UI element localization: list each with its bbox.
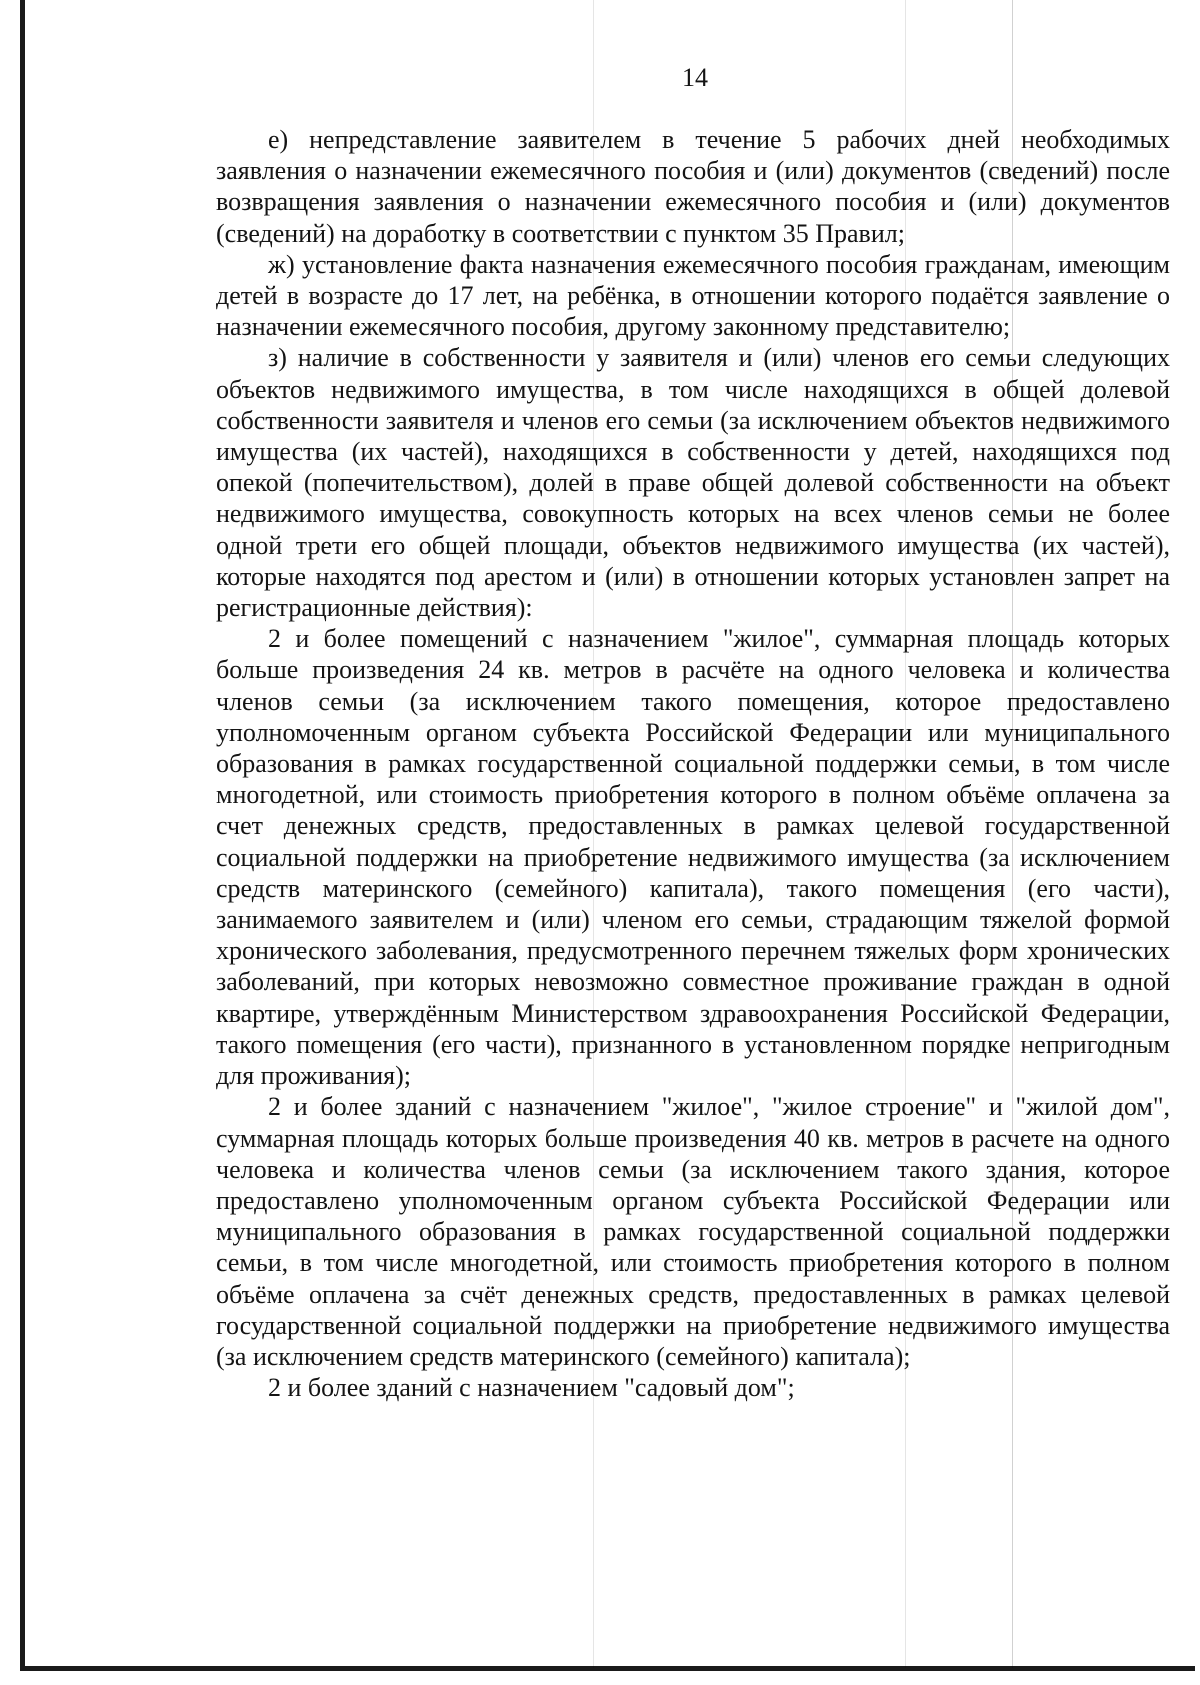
document-body (216, 124, 1170, 1403)
scan-border-left (20, 0, 25, 1670)
paragraph-garden-houses: 2 и более зданий с назначением "садовый дом"; (268, 1373, 795, 1403)
paragraph-e: е) непредставление заявителем в течение 5 рабочих дней необходимых заявления о назначении ежемесячного пособия и (или) документов (сведений) после возвращения заявления о назначении ежемесячного пособия и (или) документов (сведений) на доработку в соответствии с пунктом 35 Правил; (216, 125, 1170, 248)
scan-border-bottom (20, 1666, 1195, 1671)
paragraph-premises: 2 и более помещений с назначением "жилое", суммарная площадь которых больше произведения 24 кв. метров в расчёте на одного человека и количества членов семьи (за исключением такого помещения, которое предоставлено уполномоченным органом субъекта Российской Федерации или муниципального образования в рамках государственной социальной поддержки семьи, в том числе многодетной, или стоимость приобретения которого в полном объёме оплачена за счет денежных средств, предоставленных в рамках целевой государственной социальной поддержки на приобретение недвижимого имущества (за исключением средств материнского (семейного) капитала), такого помещения (его части), занимаемого заявителем и (или) членом его семьи, страдающим тяжелой формой хронического заболевания, предусмотренного перечнем тяжелых форм хронических заболеваний, при которых невозможно совместное проживание граждан в одной квартире, утверждённым Министерством здравоохранения Российской Федерации, такого помещения (его части), признанного в установленном порядке непригодным для проживания); (216, 624, 1170, 1091)
paragraph-z: з) наличие в собственности у заявителя и (или) членов его семьи следующих объектов недвижимого имущества, в том числе находящихся в общей долевой собственности заявителя и членов его семьи (за исключением объектов недвижимого имущества (их частей), находящихся в собственности у детей, находящихся под опекой (попечительством), долей в праве общей долевой собственности на объект недвижимого имущества, совокупность которых на всех членов семьи не более одной трети его общей площади, объектов недвижимого имущества (их частей), которые находятся под арестом и (или) в отношении которых установлен запрет на регистрационные действия): (216, 343, 1170, 623)
page-number: 14 (682, 63, 708, 92)
paragraph-buildings: 2 и более зданий с назначением "жилое", "жилое строение" и "жилой дом", суммарная площадь которых больше произведения 40 кв. метров в расчете на одного человека и количества членов семьи (за исключением такого здания, которое предоставлено уполномоченным органом субъекта Российской Федерации или муниципального образования в рамках государственной социальной поддержки семьи, в том числе многодетной, или стоимость приобретения которого в полном объёме оплачена за счёт денежных средств, предоставленных в рамках целевой государственной социальной поддержки на приобретение недвижимого имущества (за исключением средств материнского (семейного) капитала); (216, 1092, 1170, 1371)
paragraph-zh: ж) установление факта назначения ежемесячного пособия гражданам, имеющим детей в возрасте до 17 лет, на ребёнка, в отношении которого подаётся заявление о назначении ежемесячного пособия, другому законному представителю; (216, 249, 1170, 342)
